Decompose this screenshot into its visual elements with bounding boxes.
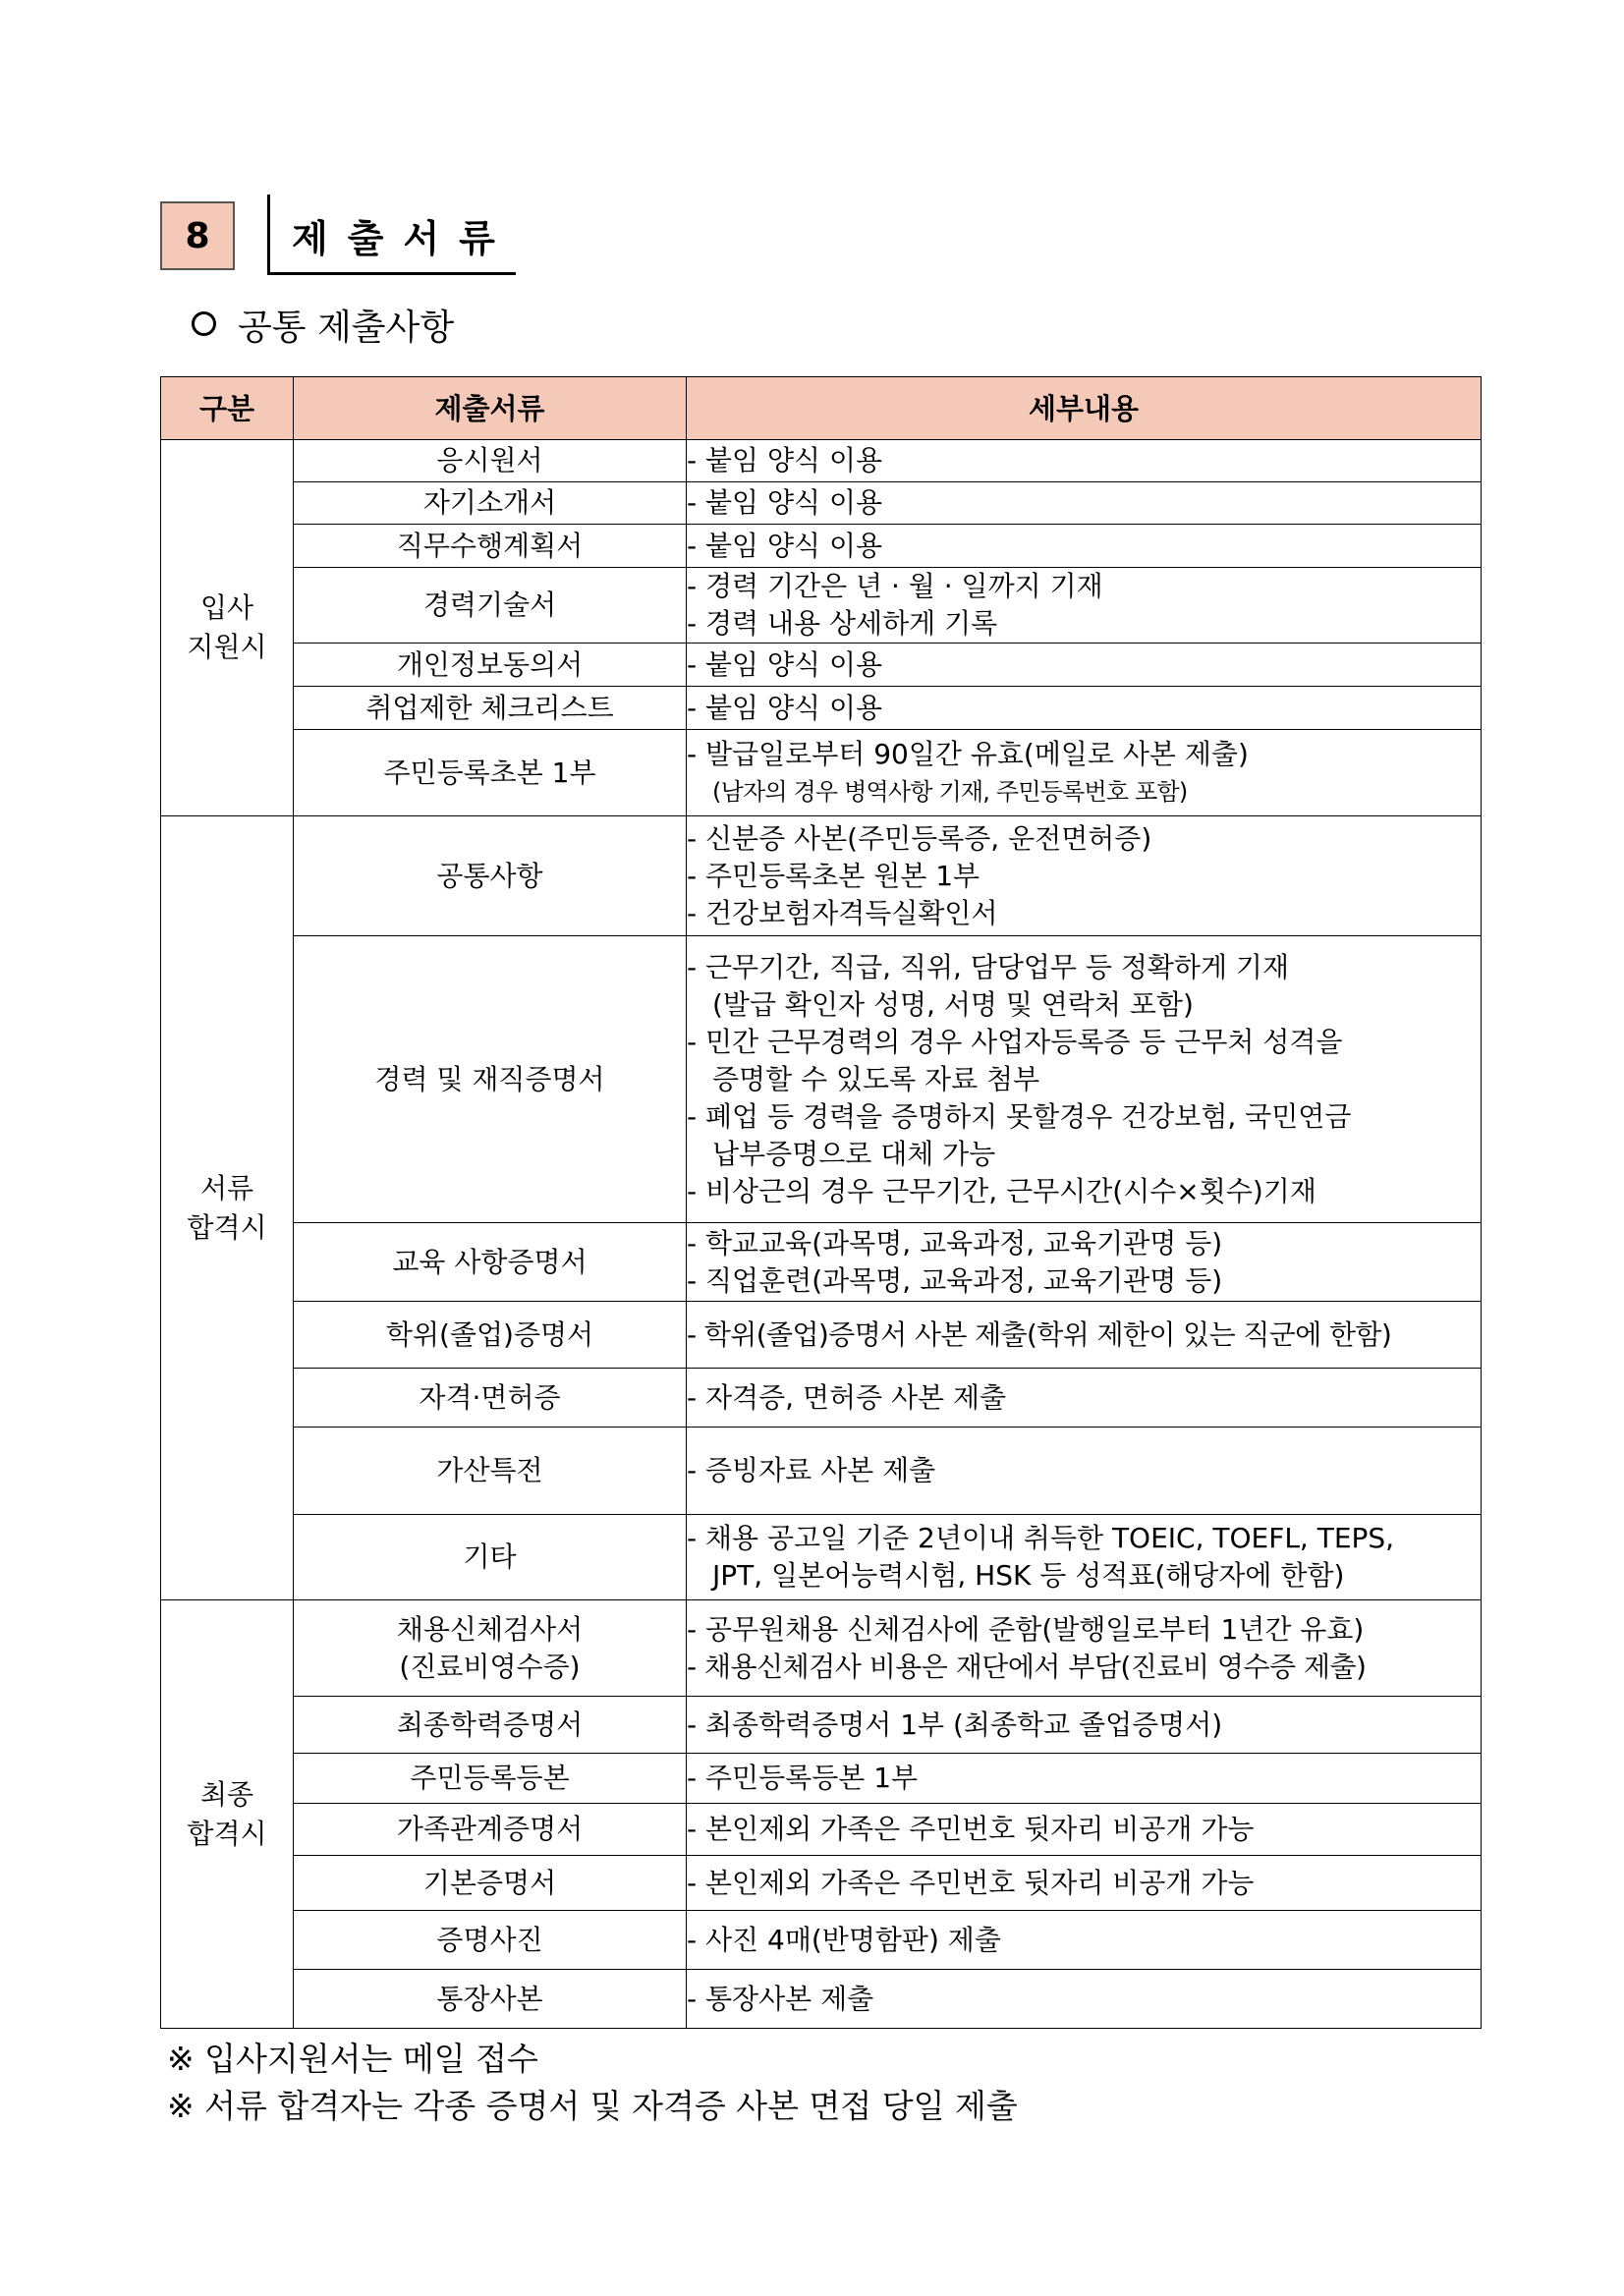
header-details: 세부내용 [687, 377, 1482, 440]
document-cell: 기본증명서 [294, 1856, 687, 1911]
table-row [161, 1804, 1482, 1856]
table-row [161, 1697, 1482, 1754]
document-cell: 주민등록초본 1부 [294, 730, 687, 816]
section-title-bar [267, 195, 270, 275]
table-row [161, 440, 1482, 482]
document-cell: 자격·면허증 [294, 1369, 687, 1428]
note-item: ※ 입사지원서는 메일 접수 [167, 2040, 538, 2078]
table-row [161, 1515, 1482, 1600]
details-cell: - 붙임 양식 이용 [687, 525, 1482, 568]
details-cell: - 학교교육(과목명, 교육과정, 교육기관명 등) - 직업훈련(과목명, 교육과정, 교육기관명 등) [687, 1223, 1482, 1302]
details-cell: - 통장사본 제출 [687, 1970, 1482, 2029]
details-cell: - 붙임 양식 이용 [687, 687, 1482, 730]
category-cell: 입사 지원시 [161, 440, 294, 816]
details-cell: - 공무원채용 신체검사에 준함(발행일로부터 1년간 유효) - 채용신체검사 비용은 재단에서 부담(진료비 영수증 제출) [687, 1600, 1482, 1697]
details-cell: - 붙임 양식 이용 [687, 482, 1482, 525]
section-title: 제출서류 [292, 217, 515, 260]
table-row [161, 1911, 1482, 1970]
details-cell: - 신분증 사본(주민등록증, 운전면허증) - 주민등록초본 원본 1부 - 건강보험자격득실확인서 [687, 816, 1482, 936]
document-cell: 증명사진 [294, 1911, 687, 1970]
table-row [161, 816, 1482, 936]
document-cell: 공통사항 [294, 816, 687, 936]
document-cell: 학위(졸업)증명서 [294, 1302, 687, 1369]
table-row [161, 644, 1482, 687]
table-row [161, 730, 1482, 816]
details-cell: - 자격증, 면허증 사본 제출 [687, 1369, 1482, 1428]
document-cell: 통장사본 [294, 1970, 687, 2029]
category-cell: 최종 합격시 [161, 1600, 294, 2029]
table-header-row [161, 377, 1482, 440]
details-cell: - 발급일로부터 90일간 유효(메일로 사본 제출) (남자의 경우 병역사항 기재, 주민등록번호 포함) [687, 730, 1482, 816]
category-cell: 서류 합격시 [161, 816, 294, 1600]
table-row [161, 1369, 1482, 1428]
document-cell: 직무수행계획서 [294, 525, 687, 568]
document-cell: 가산특전 [294, 1428, 687, 1515]
document-cell: 경력기술서 [294, 568, 687, 644]
document-cell: 가족관계증명서 [294, 1804, 687, 1856]
details-cell: - 학위(졸업)증명서 사본 제출(학위 제한이 있는 직군에 한함) [687, 1302, 1482, 1369]
section-title-underline [267, 272, 516, 275]
table-row [161, 1223, 1482, 1302]
details-cell: - 붙임 양식 이용 [687, 644, 1482, 687]
table-row [161, 482, 1482, 525]
circle-bullet-icon [192, 311, 216, 336]
document-cell: 경력 및 재직증명서 [294, 936, 687, 1223]
details-cell: - 근무기간, 직급, 직위, 담당업무 등 정확하게 기재 (발급 확인자 성명, 서명 및 연락처 포함) - 민간 근무경력의 경우 사업자등록증 등 근무처 성격을 증명할 수 있도록 자료 첨부 - 폐업 등 경력을 증명하지 못할경우 건강보험, 국민연금 납부증명으로 대체 가능 - 비상근의 경우 근무기간, 근무시간(시수×횟수)기재 [687, 936, 1482, 1223]
details-cell: - 주민등록등본 1부 [687, 1754, 1482, 1804]
section-number: 8 [160, 201, 235, 270]
document-cell: 개인정보동의서 [294, 644, 687, 687]
document-cell: 교육 사항증명서 [294, 1223, 687, 1302]
details-cell: - 증빙자료 사본 제출 [687, 1428, 1482, 1515]
details-cell: - 사진 4매(반명함판) 제출 [687, 1911, 1482, 1970]
table-row [161, 525, 1482, 568]
details-cell: - 본인제외 가족은 주민번호 뒷자리 비공개 가능 [687, 1804, 1482, 1856]
table-row [161, 936, 1482, 1223]
documents-table [160, 376, 1482, 2029]
subtitle-text: 공통 제출사항 [238, 308, 455, 348]
document-cell: 기타 [294, 1515, 687, 1600]
document-cell: 주민등록등본 [294, 1754, 687, 1804]
table-row [161, 1600, 1482, 1697]
details-cell: - 본인제외 가족은 주민번호 뒷자리 비공개 가능 [687, 1856, 1482, 1911]
note-item: ※ 서류 합격자는 각종 증명서 및 자격증 사본 면접 당일 제출 [167, 2087, 1018, 2125]
table-row [161, 1970, 1482, 2029]
table-row [161, 1428, 1482, 1515]
subtitle [192, 300, 454, 350]
table-row [161, 1302, 1482, 1369]
header-category: 구분 [161, 377, 294, 440]
document-cell: 채용신체검사서 (진료비영수증) [294, 1600, 687, 1697]
table-row [161, 1856, 1482, 1911]
details-cell: - 최종학력증명서 1부 (최종학교 졸업증명서) [687, 1697, 1482, 1754]
document-cell: 최종학력증명서 [294, 1697, 687, 1754]
document-cell: 취업제한 체크리스트 [294, 687, 687, 730]
table-row [161, 568, 1482, 644]
table-row [161, 687, 1482, 730]
header-document: 제출서류 [294, 377, 687, 440]
details-cell: - 붙임 양식 이용 [687, 440, 1482, 482]
document-cell: 자기소개서 [294, 482, 687, 525]
table-row [161, 1754, 1482, 1804]
details-cell: - 채용 공고일 기준 2년이내 취득한 TOEIC, TOEFL, TEPS, JPT, 일본어능력시험, HSK 등 성적표(해당자에 한함) [687, 1515, 1482, 1600]
document-cell: 응시원서 [294, 440, 687, 482]
details-cell: - 경력 기간은 년 · 월 · 일까지 기재 - 경력 내용 상세하게 기록 [687, 568, 1482, 644]
notes [167, 2036, 1018, 2130]
